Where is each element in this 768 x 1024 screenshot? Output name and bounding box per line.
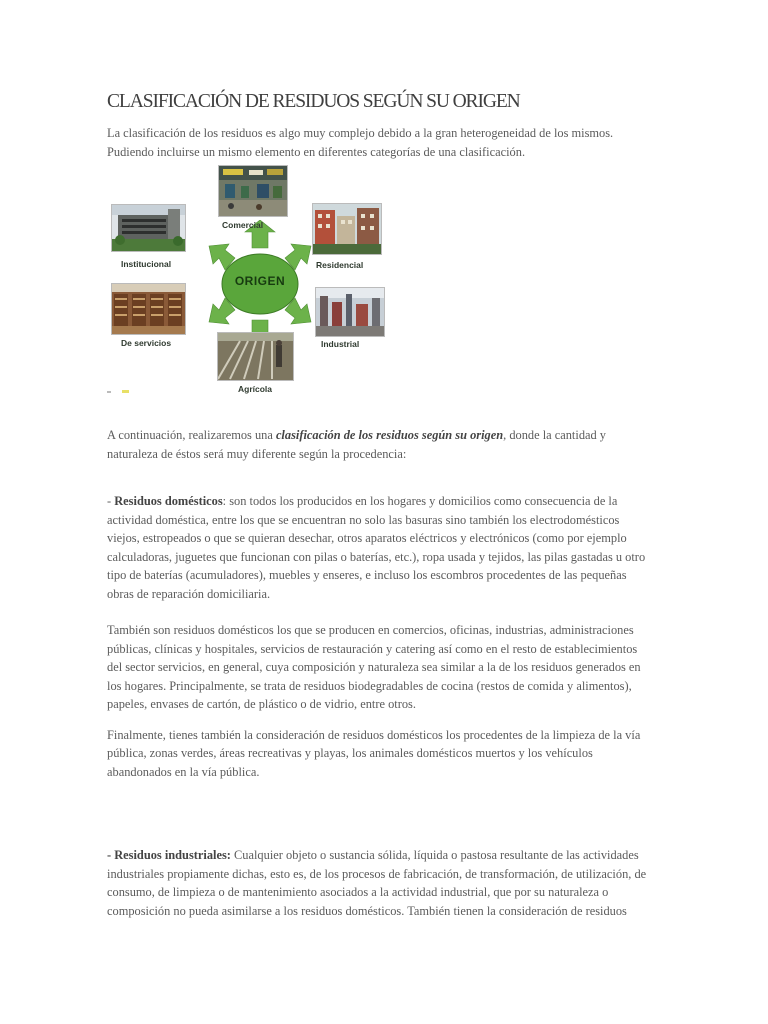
- caption-servicios: De servicios: [121, 338, 172, 348]
- caption-residencial: Residencial: [316, 260, 364, 270]
- continuation-paragraph: [107, 426, 655, 463]
- photo-residencial: [312, 203, 382, 255]
- document-page: [107, 90, 655, 920]
- intro-paragraph: [107, 124, 655, 161]
- domesticos-term: Residuos domésticos: [114, 494, 223, 508]
- intro-line-1: La clasificación de los residuos es algo muy complejo debido a la gran heterogeneidad de los mismos.: [107, 126, 614, 140]
- photo-institucional: [111, 204, 186, 252]
- domesticos-paragraph: [107, 492, 655, 603]
- photo-industrial: [315, 287, 385, 337]
- photo-servicios: [111, 283, 186, 335]
- domesticos-prefix: -: [107, 494, 115, 508]
- continuation-before: A continuación, realizaremos una: [107, 428, 276, 442]
- page-title: CLASIFICACIÓN DE RESIDUOS SEGÚN SU ORIGEN: [107, 91, 520, 112]
- industriales-paragraph: [107, 846, 655, 920]
- industriales-term: - Residuos industriales:: [107, 848, 231, 862]
- continuation-emphasis: clasificación de los residuos según su origen: [275, 428, 504, 442]
- intro-line-2: Pudiendo incluirse un mismo elemento en diferentes categorías de una clasificación.: [107, 144, 526, 159]
- origin-diagram: [107, 165, 392, 397]
- decorative-mark: [107, 391, 111, 393]
- origin-label: ORIGEN: [234, 274, 286, 288]
- caption-comercial: Comercial: [222, 220, 264, 230]
- continuation-after: , donde la cantidad y naturaleza de éstos será muy diferente según la procedencia:: [107, 428, 607, 461]
- tambien-paragraph: También son residuos domésticos los que se producen en comercios, oficinas, industrias, administraciones públicas, clínicas y hospitales, servicios de restauración y catering así como en el resto de establecimientos del sector servicios, en general, cuya composición y naturaleza sea similar a la de los residuos generados en los hogares. Principalmente, se trata de residuos biodegradables de cocina (restos de comida y alimentos), papeles, envases de cartón, de plástico o de vidrio, entre otros.: [107, 623, 641, 711]
- finalmente-paragraph: Finalmente, tienes también la consideración de residuos domésticos los procedentes de la limpieza de la vía pública, zonas verdes, áreas recreativas y playas, los animales domésticos muertos y los vehículos abandonados en la vía pública.: [107, 727, 641, 779]
- photo-agricola: [217, 332, 294, 381]
- caption-agricola: Agrícola: [238, 384, 273, 394]
- industriales-text: Cualquier objeto o sustancia sólida, líquida o pastosa resultante de las actividades industriales propiamente dichas, esto es, de los procesos de fabricación, de transformación, de utilización, de consumo, de limpieza o de mantenimiento asociados a la actividad industrial, que por su naturaleza o composición no pueda asimilarse a los residuos domésticos. También tienen la consideración de residuos: [107, 848, 647, 918]
- decorative-mark-yellow: [122, 390, 129, 393]
- domesticos-text: : son todos los producidos en los hogares y domicilios como consecuencia de la actividad doméstica, entre los que se encuentran no solo las basuras sino también los electrodomésticos viejos, estropeados o que se quieran desechar, otros aparatos eléctricos y electrónicos (como por ejemplo calculadoras, juguetes que funcionan con pilas o baterías, etc.), ropa usada y tejidos, las pilas gastadas u otro tipo de baterías (acumuladores), muebles y enseres, e incluso los escombros procedentes de las pequeñas obras de reparación domiciliaria.: [107, 494, 646, 601]
- caption-industrial: Industrial: [321, 339, 360, 349]
- photo-comercial: [218, 165, 288, 217]
- caption-institucional: Institucional: [121, 259, 172, 269]
